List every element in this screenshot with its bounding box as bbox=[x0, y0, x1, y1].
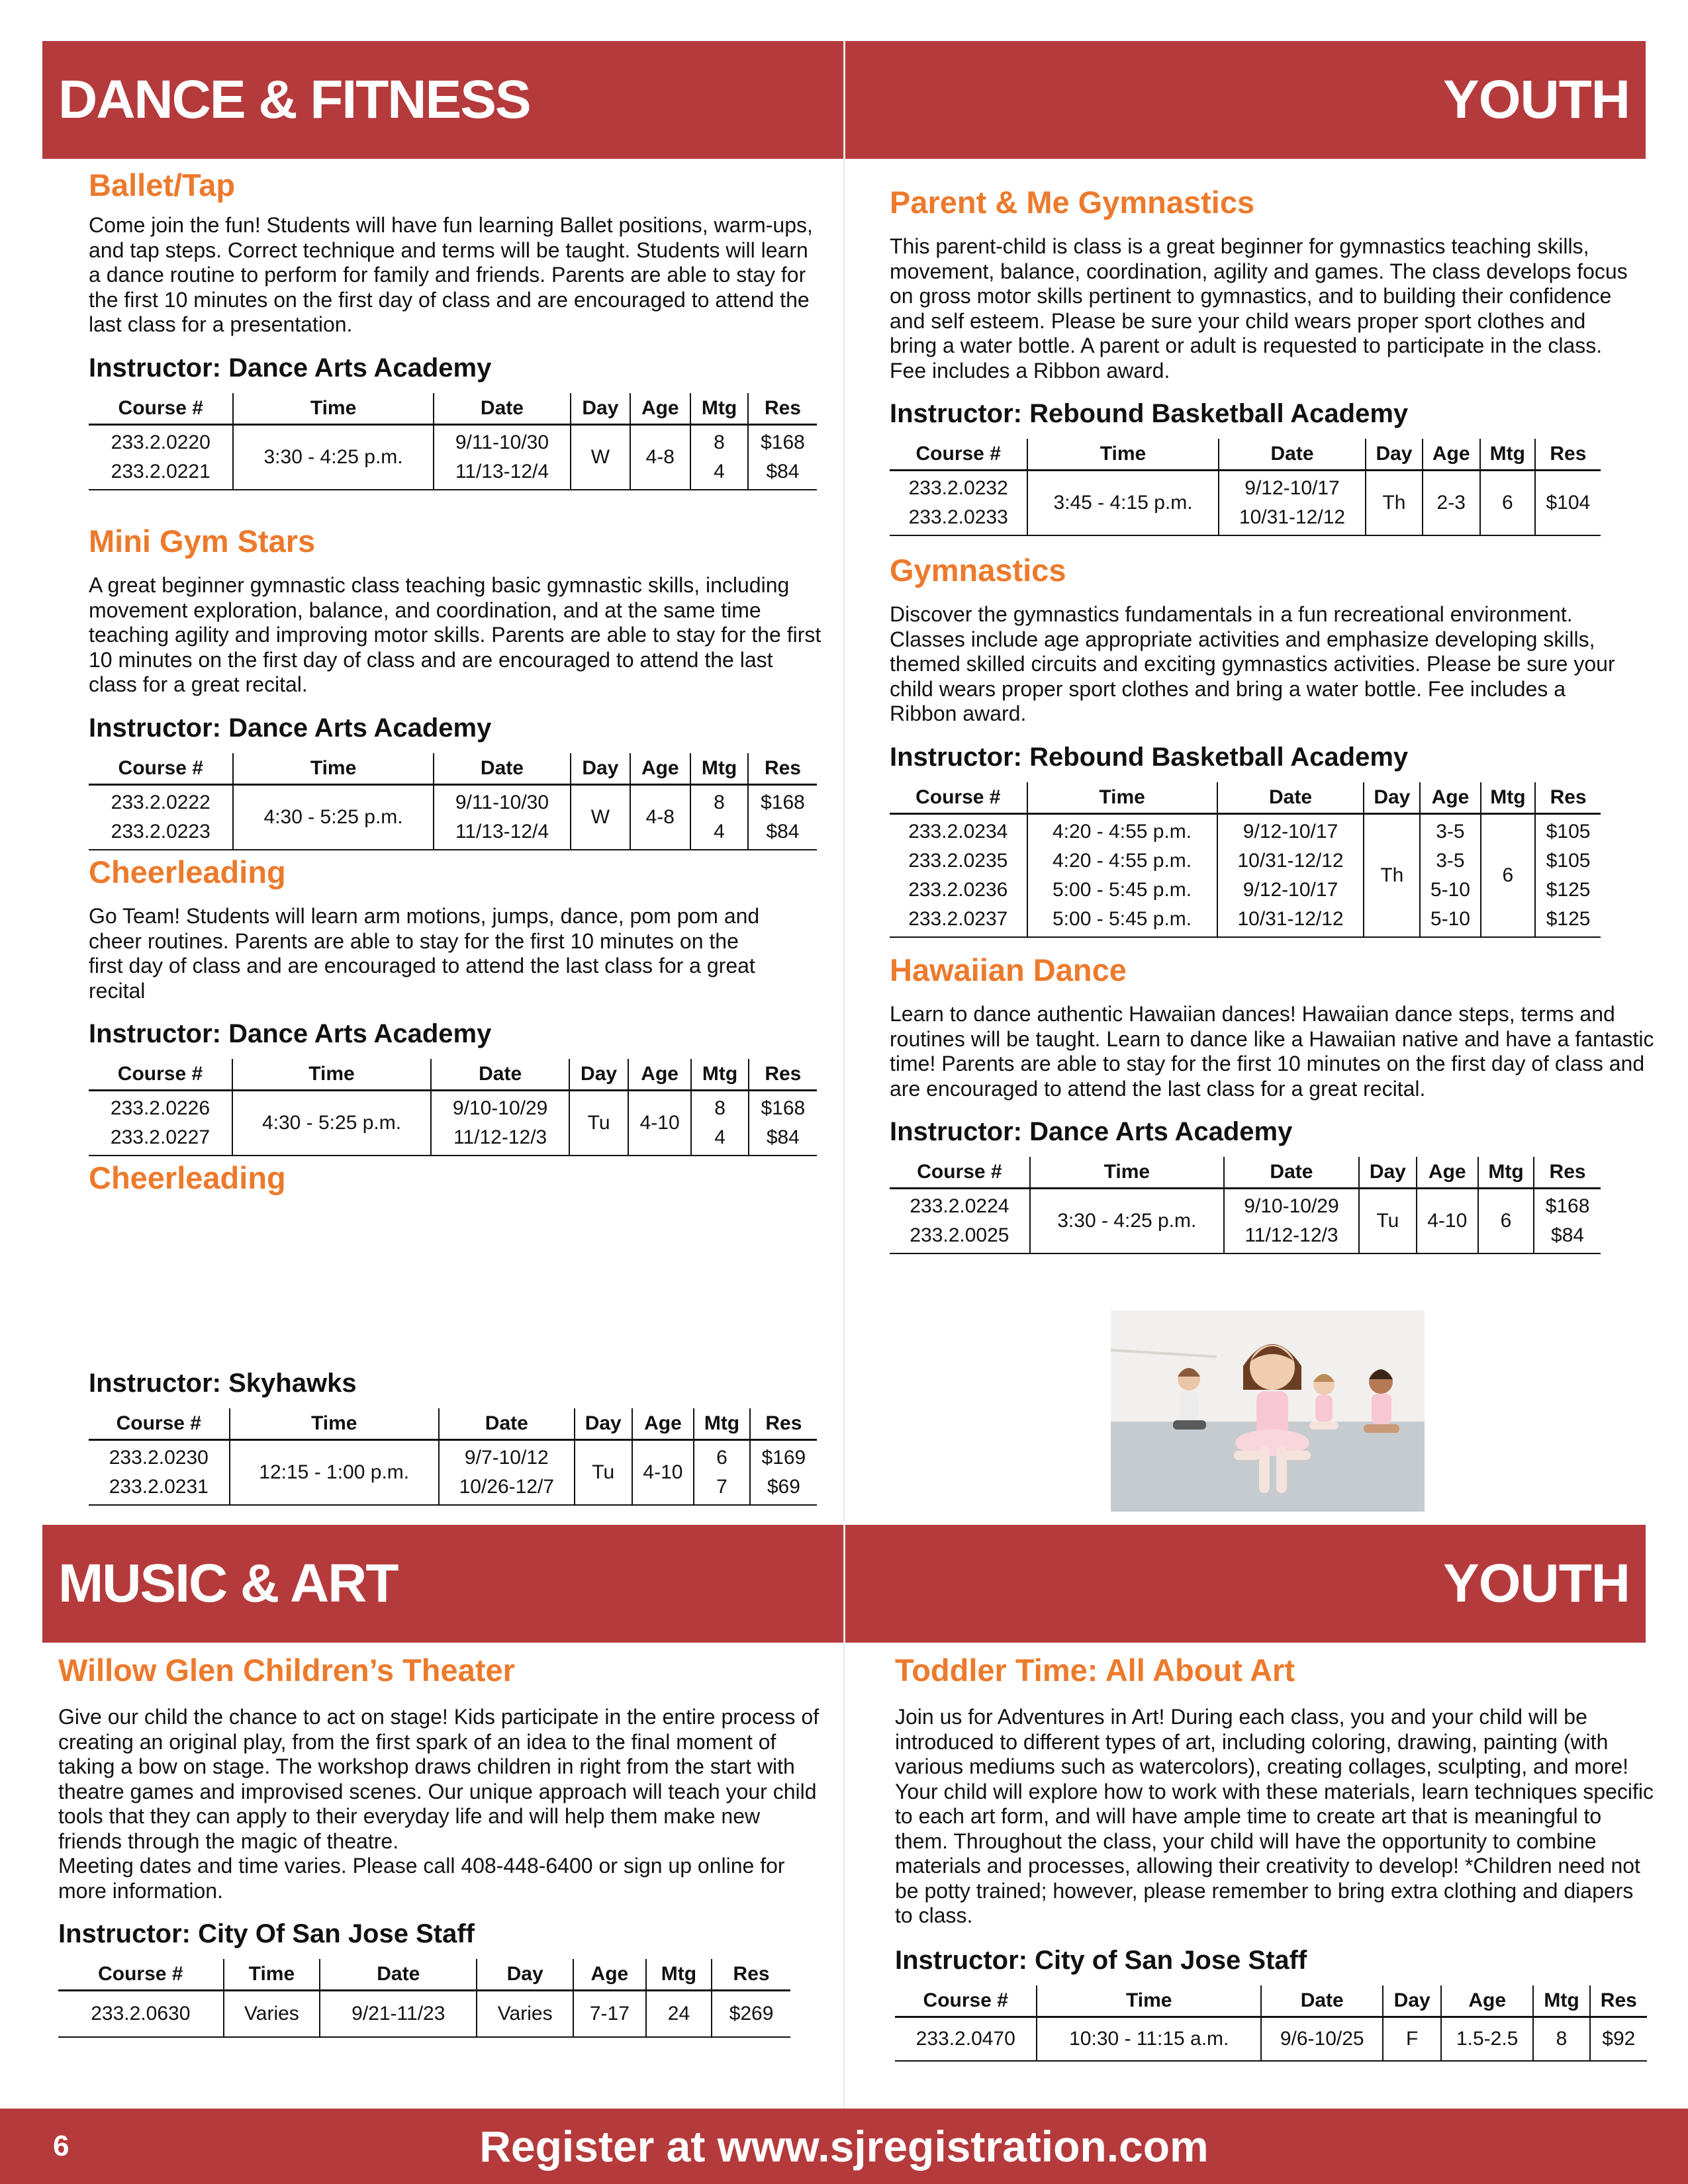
time-cell: 4:20 - 4:55 p.m. 4:20 - 4:55 p.m. 5:00 - 5:45 p.m. 5:00 - 5:45 p.m. bbox=[1027, 813, 1217, 937]
toddler-art-title: Toddler Time: All About Art bbox=[895, 1653, 1295, 1688]
day-cell: Tu bbox=[1359, 1189, 1417, 1254]
time-cell: Varies bbox=[224, 1991, 320, 2038]
res-cell: $269 bbox=[712, 1991, 790, 2038]
col-mtg: Mtg bbox=[1533, 1985, 1589, 2017]
gymnastics-description: Discover the gymnastics fundamentals in a fun recreational environment. Classes include age appropriate activities and emphasize developing skills, themed skilled circuits and exciting gymnastics activities. Please be sure your child wears proper sport clothes and bring a water bottle. Fee includes a Ribbon award. bbox=[890, 602, 1615, 725]
col-mtg: Mtg bbox=[691, 1059, 748, 1091]
table-row bbox=[890, 1189, 1601, 1254]
register-link[interactable]: Register at www.sjregistration.com bbox=[479, 2122, 1209, 2171]
col-course: Course # bbox=[895, 1985, 1037, 2017]
age-cell: 4-10 bbox=[628, 1091, 691, 1156]
col-date: Date bbox=[439, 1408, 575, 1440]
course-numbers: 233.2.0222 233.2.0223 bbox=[111, 791, 211, 842]
course-number: 233.2.0630 bbox=[91, 2003, 191, 2025]
res-cell: $168 $84 bbox=[1534, 1189, 1601, 1254]
res-cell: $168 $84 bbox=[748, 424, 817, 490]
hawaiian-dance-schedule-table bbox=[890, 1157, 1601, 1254]
col-age: Age bbox=[630, 753, 691, 785]
day-cell: Th bbox=[1364, 813, 1420, 937]
cheerleading-instructor: Instructor: Dance Arts Academy bbox=[89, 1019, 492, 1048]
table-header-row bbox=[89, 393, 817, 425]
ballet-tap-title: Ballet/Tap bbox=[89, 167, 236, 203]
col-age: Age bbox=[1417, 1157, 1478, 1189]
time-cell: 4:30 - 5:25 p.m. bbox=[233, 784, 433, 850]
course-number: 233.2.0470 bbox=[915, 2027, 1015, 2050]
day-cell: W bbox=[571, 784, 630, 850]
col-course: Course # bbox=[890, 1157, 1030, 1189]
mtg-cell: 6 7 bbox=[694, 1440, 750, 1506]
gymnastics-section bbox=[890, 552, 1658, 938]
res-cell: $168 $84 bbox=[749, 1091, 817, 1156]
gymnastics-title: Gymnastics bbox=[890, 553, 1066, 588]
toddler-art-instructor: Instructor: City of San Jose Staff bbox=[895, 1945, 1307, 1975]
col-date: Date bbox=[1217, 782, 1364, 814]
theater-section bbox=[58, 1652, 826, 2038]
music-art-banner bbox=[42, 1525, 1646, 1643]
mtg-cell: 8 4 bbox=[690, 424, 748, 490]
col-time: Time bbox=[230, 1408, 439, 1440]
col-day: Day bbox=[1366, 439, 1422, 471]
col-time: Time bbox=[232, 1059, 431, 1091]
res-cell: $92 bbox=[1590, 2017, 1647, 2061]
cheerleading-skyhawks-instructor: Instructor: Skyhawks bbox=[89, 1369, 357, 1398]
age-cell: 4-10 bbox=[632, 1440, 694, 1506]
col-date: Date bbox=[1219, 439, 1366, 471]
ballet-tap-section bbox=[89, 167, 823, 490]
date-cell: 9/10-10/29 11/12-12/3 bbox=[1224, 1189, 1359, 1254]
date-cell: 9/21-11/23 bbox=[320, 1991, 477, 2038]
col-date: Date bbox=[1261, 1985, 1383, 2017]
res-cell: $105 $105 $125 $125 bbox=[1535, 813, 1601, 937]
mini-gym-stars-schedule-table bbox=[89, 753, 817, 850]
col-date: Date bbox=[431, 1059, 569, 1091]
day-cell: W bbox=[571, 424, 630, 490]
banner-divider bbox=[843, 1525, 845, 1643]
date-cell: 9/6-10/25 bbox=[1261, 2017, 1383, 2061]
col-age: Age bbox=[628, 1059, 691, 1091]
age-cell: 1.5-2.5 bbox=[1441, 2017, 1533, 2061]
col-date: Date bbox=[434, 753, 571, 785]
section-label-youth: YOUTH bbox=[1443, 1553, 1630, 1614]
date-cell: 9/11-10/30 11/13-12/4 bbox=[434, 424, 571, 490]
table-row bbox=[89, 424, 817, 490]
col-age: Age bbox=[1420, 782, 1480, 814]
time-cell: 3:30 - 4:25 p.m. bbox=[1030, 1189, 1224, 1254]
dance-fitness-banner bbox=[42, 41, 1646, 159]
table-row bbox=[895, 2017, 1647, 2061]
ballet-tap-schedule-table bbox=[89, 393, 817, 490]
course-numbers: 233.2.0232 233.2.0233 bbox=[908, 477, 1008, 528]
table-row bbox=[89, 1440, 817, 1506]
mtg-cell: 6 bbox=[1480, 471, 1535, 536]
col-course: Course # bbox=[890, 439, 1027, 471]
parent-me-gymnastics-section bbox=[890, 184, 1658, 536]
parent-me-gymnastics-description: This parent-child is class is a great beginner for gymnastics teaching skills, movement, balance, coordination, agility and games. The class develops focus on gross motor skills pertinent to gymnastics, and to building their confidence and self esteem. Please be sure your child wears proper sport clothes and bring a water bottle. A parent or adult is requested to participate in the class. Fee includes a Ribbon award. bbox=[890, 234, 1628, 383]
col-mtg: Mtg bbox=[1480, 439, 1535, 471]
col-day: Day bbox=[1359, 1157, 1417, 1189]
mini-gym-stars-description: A great beginner gymnastic class teaching basic gymnastic skills, including movement exploration, balance, and coordination, and at the same time teaching agility and improving motor skills. Parents are able to stay for the first 10 minutes on the first day of class and are encouraged to attend the last class for a great recital. bbox=[89, 573, 821, 696]
parent-me-gymnastics-title: Parent & Me Gymnastics bbox=[890, 185, 1255, 220]
age-cell: 3-5 3-5 5-10 5-10 bbox=[1420, 813, 1480, 937]
mini-gym-stars-title: Mini Gym Stars bbox=[89, 523, 316, 559]
col-course: Course # bbox=[89, 1059, 232, 1091]
course-numbers: 233.2.0220 233.2.0221 bbox=[111, 431, 211, 482]
col-course: Course # bbox=[58, 1959, 224, 1991]
time-cell: 3:45 - 4:15 p.m. bbox=[1027, 471, 1218, 536]
col-day: Day bbox=[477, 1959, 573, 1991]
col-day: Day bbox=[575, 1408, 632, 1440]
time-cell: 4:30 - 5:25 p.m. bbox=[232, 1091, 431, 1156]
section-title-music-art: MUSIC & ART bbox=[58, 1553, 398, 1614]
col-age: Age bbox=[1423, 439, 1480, 471]
col-time: Time bbox=[224, 1959, 320, 1991]
theater-schedule-table bbox=[58, 1959, 790, 2038]
col-res: Res bbox=[748, 753, 817, 785]
mtg-cell: 8 bbox=[1533, 2017, 1589, 2061]
time-cell: 3:30 - 4:25 p.m. bbox=[233, 424, 433, 490]
mtg-cell: 6 bbox=[1478, 1189, 1534, 1254]
table-header-row bbox=[89, 753, 817, 785]
parent-me-gymnastics-schedule-table bbox=[890, 439, 1601, 536]
mtg-cell: 6 bbox=[1481, 813, 1536, 937]
date-cell: 9/10-10/29 11/12-12/3 bbox=[431, 1091, 569, 1156]
hawaiian-dance-section bbox=[890, 952, 1658, 1254]
col-age: Age bbox=[1441, 1985, 1533, 2017]
col-course: Course # bbox=[890, 782, 1027, 814]
col-day: Day bbox=[569, 1059, 628, 1091]
col-res: Res bbox=[1535, 439, 1601, 471]
col-course: Course # bbox=[89, 753, 233, 785]
day-cell: Varies bbox=[477, 1991, 573, 2038]
theater-contact-info: Meeting dates and time varies. Please call 408-448-6400 or sign up online for more information. bbox=[58, 1854, 785, 1903]
children-ballet-photo bbox=[1111, 1310, 1425, 1512]
col-time: Time bbox=[1030, 1157, 1224, 1189]
theater-description: Give our child the chance to act on stage! Kids participate in the entire process of creating an original play, from the first spark of an idea to the final moment of taking a bow on stage. The workshop draws children in right from the start with theatre games and improvised scenes. Our unique approach will teach your child tools that they can apply to their everyday life and will help them make new friends through the magic of theatre. bbox=[58, 1705, 820, 1853]
theater-title: Willow Glen Children’s Theater bbox=[58, 1653, 515, 1688]
col-mtg: Mtg bbox=[1478, 1157, 1534, 1189]
col-mtg: Mtg bbox=[646, 1959, 712, 1991]
age-cell: 4-8 bbox=[630, 784, 691, 850]
ballet-children-illustration bbox=[1111, 1310, 1425, 1512]
gymnastics-schedule-table bbox=[890, 782, 1601, 938]
mtg-cell: 24 bbox=[646, 1991, 712, 2038]
toddler-art-section bbox=[895, 1652, 1656, 2062]
col-res: Res bbox=[1534, 1157, 1601, 1189]
col-res: Res bbox=[749, 1059, 817, 1091]
age-cell: 4-10 bbox=[1417, 1189, 1478, 1254]
age-cell: 2-3 bbox=[1423, 471, 1480, 536]
res-cell: $104 bbox=[1535, 471, 1601, 536]
course-numbers: 233.2.0230 233.2.0231 bbox=[109, 1447, 209, 1498]
mtg-cell: 8 4 bbox=[690, 784, 748, 850]
hawaiian-dance-title: Hawaiian Dance bbox=[890, 952, 1127, 987]
col-date: Date bbox=[320, 1959, 477, 1991]
table-header-row bbox=[89, 1408, 817, 1440]
col-time: Time bbox=[1027, 439, 1218, 471]
mini-gym-stars-section bbox=[89, 523, 823, 850]
ballet-tap-description: Come join the fun! Students will have fun learning Ballet positions, warm-ups, and tap steps. Correct technique and terms will be taught. Students will learn a dance routine to perform for family and friends. Parents are able to stay for the first 10 minutes on the first day of class and are encouraged to attend the last class for a presentation. bbox=[89, 213, 813, 336]
cheerleading-skyhawks-title: Cheerleading bbox=[89, 1160, 286, 1195]
col-age: Age bbox=[632, 1408, 694, 1440]
date-cell: 9/7-10/12 10/26-12/7 bbox=[439, 1440, 575, 1506]
course-numbers: 233.2.0224 233.2.0025 bbox=[910, 1195, 1009, 1246]
col-day: Day bbox=[571, 753, 630, 785]
col-mtg: Mtg bbox=[1481, 782, 1536, 814]
day-cell: Tu bbox=[569, 1091, 628, 1156]
time-cell: 12:15 - 1:00 p.m. bbox=[230, 1440, 439, 1506]
table-header-row bbox=[890, 1157, 1601, 1189]
table-header-row bbox=[58, 1959, 790, 1991]
column-separator bbox=[843, 159, 845, 1521]
theater-instructor: Instructor: City Of San Jose Staff bbox=[58, 1919, 475, 1948]
page-number: 6 bbox=[53, 2130, 70, 2162]
col-time: Time bbox=[233, 393, 433, 425]
col-date: Date bbox=[434, 393, 571, 425]
age-cell: 4-8 bbox=[630, 424, 691, 490]
course-numbers: 233.2.0226 233.2.0227 bbox=[110, 1097, 211, 1148]
table-row bbox=[89, 1091, 817, 1156]
banner-divider bbox=[843, 41, 845, 159]
cheerleading-skyhawks-title-block bbox=[89, 1160, 823, 1197]
table-header-row bbox=[890, 782, 1601, 814]
col-day: Day bbox=[1383, 1985, 1441, 2017]
col-time: Time bbox=[233, 753, 433, 785]
column-separator bbox=[843, 1643, 845, 2109]
day-cell: F bbox=[1383, 2017, 1441, 2061]
col-course: Course # bbox=[89, 1408, 230, 1440]
col-res: Res bbox=[712, 1959, 790, 1991]
hawaiian-dance-description: Learn to dance authentic Hawaiian dances! Hawaiian dance steps, terms and routines will be taught. Learn to dance like a Hawaiian native and have a fantastic time! Parents are able to stay for the first 10 minutes on the first day of class and are encouraged to attend the last class for a great recital. bbox=[890, 1002, 1654, 1101]
parent-me-gymnastics-instructor: Instructor: Rebound Basketball Academy bbox=[890, 399, 1409, 428]
cheerleading-description: Go Team! Students will learn arm motions, jumps, dance, pom pom and cheer routines. Parents are able to stay for the first 10 minutes on the first day of class and are encouraged to attend the last class for a great recital bbox=[89, 904, 760, 1003]
ballet-tap-instructor: Instructor: Dance Arts Academy bbox=[89, 353, 492, 383]
age-cell: 7-17 bbox=[573, 1991, 646, 2038]
res-cell: $168 $84 bbox=[748, 784, 817, 850]
col-mtg: Mtg bbox=[690, 393, 748, 425]
page-footer bbox=[0, 2109, 1688, 2184]
cheerleading-skyhawks-section bbox=[89, 1367, 823, 1506]
section-title-dance-fitness: DANCE & FITNESS bbox=[58, 69, 530, 130]
date-cell: 9/12-10/17 10/31-12/12 9/12-10/17 10/31-12/12 bbox=[1217, 813, 1364, 937]
table-header-row bbox=[895, 1985, 1647, 2017]
date-cell: 9/12-10/17 10/31-12/12 bbox=[1219, 471, 1366, 536]
day-cell: Th bbox=[1366, 471, 1422, 536]
gymnastics-instructor: Instructor: Rebound Basketball Academy bbox=[890, 742, 1409, 772]
table-row bbox=[890, 471, 1601, 536]
toddler-art-schedule-table bbox=[895, 1985, 1647, 2062]
col-mtg: Mtg bbox=[694, 1408, 750, 1440]
cheerleading-skyhawks-schedule-table bbox=[89, 1408, 817, 1506]
col-res: Res bbox=[1590, 1985, 1647, 2017]
table-row bbox=[890, 813, 1601, 937]
col-time: Time bbox=[1037, 1985, 1261, 2017]
col-age: Age bbox=[573, 1959, 646, 1991]
day-cell: Tu bbox=[575, 1440, 632, 1506]
time-cell: 10:30 - 11:15 a.m. bbox=[1037, 2017, 1261, 2061]
col-day: Day bbox=[571, 393, 630, 425]
mtg-cell: 8 4 bbox=[691, 1091, 748, 1156]
course-numbers: 233.2.0234 233.2.0235 233.2.0236 233.2.0237 bbox=[908, 820, 1008, 930]
col-res: Res bbox=[748, 393, 817, 425]
col-mtg: Mtg bbox=[690, 753, 748, 785]
hawaiian-dance-instructor: Instructor: Dance Arts Academy bbox=[890, 1117, 1293, 1146]
table-row bbox=[58, 1991, 790, 2038]
cheerleading-schedule-table bbox=[89, 1059, 817, 1156]
col-date: Date bbox=[1224, 1157, 1359, 1189]
table-header-row bbox=[89, 1059, 817, 1091]
table-header-row bbox=[890, 439, 1601, 471]
col-age: Age bbox=[630, 393, 691, 425]
col-time: Time bbox=[1027, 782, 1217, 814]
col-day: Day bbox=[1364, 782, 1420, 814]
mini-gym-stars-instructor: Instructor: Dance Arts Academy bbox=[89, 713, 492, 743]
toddler-art-description: Join us for Adventures in Art! During each class, you and your child will be introduced to different types of art, including coloring, drawing, painting (with various mediums such as watercolors), creating collages, sculpting, and more! Your child will explore how to work with these materials, learn techniques specific to each art form, and will have ample time to create art that is meaningful to them. Throughout the class, your child will have the opportunity to combine materials and processes, allowing their creativity to develop! *Children need not be potty trained; however, please remember to bring extra clothing and diapers to class. bbox=[895, 1705, 1654, 1927]
col-course: Course # bbox=[89, 393, 233, 425]
res-cell: $169 $69 bbox=[750, 1440, 817, 1506]
col-res: Res bbox=[1535, 782, 1601, 814]
section-label-youth: YOUTH bbox=[1443, 69, 1630, 130]
cheerleading-title: Cheerleading bbox=[89, 854, 286, 889]
col-res: Res bbox=[750, 1408, 817, 1440]
cheerleading-section bbox=[89, 854, 823, 1156]
table-row bbox=[89, 784, 817, 850]
date-cell: 9/11-10/30 11/13-12/4 bbox=[434, 784, 571, 850]
